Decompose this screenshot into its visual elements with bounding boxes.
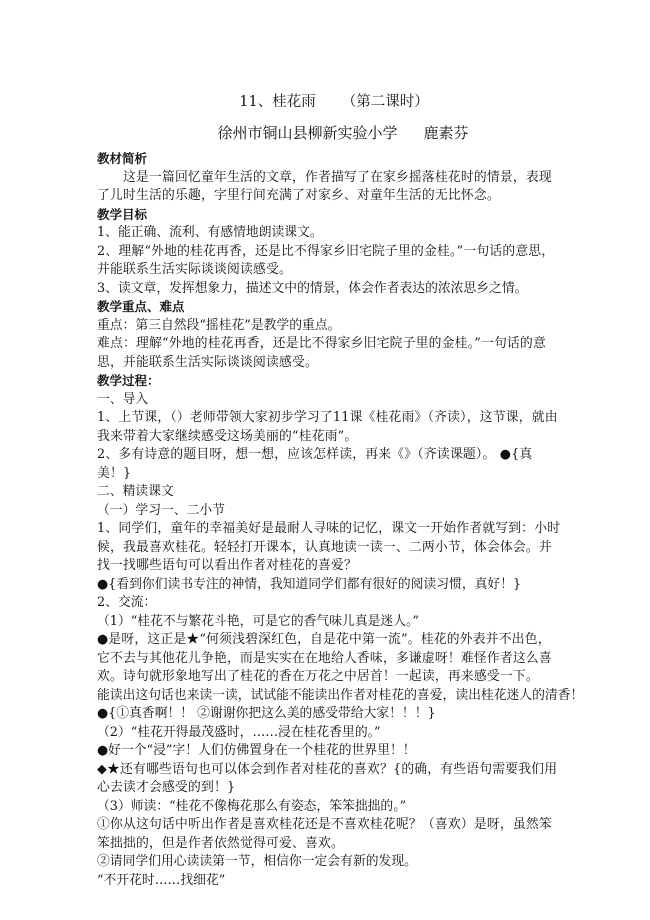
text-line: 3、读文章，发挥想象力，描述文中的情景，体会作者表达的浓浓思乡之情。 bbox=[97, 280, 528, 296]
text-line: 能读出这句话也来读一读，试试能不能读出作者对桂花的喜爱，读出桂花迷人的清香！ bbox=[97, 687, 584, 703]
text-line: （3）师读：“桂花不像梅花那么有姿态，笨笨拙拙的。” bbox=[97, 798, 407, 814]
author-name: 鹿素芬 bbox=[423, 124, 469, 142]
text-line: “不开花时……找细花” bbox=[97, 872, 226, 888]
text-line: 2、理解“外地的桂花再香，还是比不得家乡旧宅院子里的金桂。”一句话的意思，并能联系生活实际谈谈阅读感受。 bbox=[97, 243, 555, 277]
author-line bbox=[0, 122, 650, 143]
text-line: 1、同学们，童年的幸福美好是最耐人寻味的记忆，课文一开始作者就写到：小时候，我最喜欢桂花。轻轻打开课本，认真地读一读一、二两小节，体会体会。并找一找哪些语句可以看出作者对桂花的喜爱？ bbox=[97, 521, 561, 573]
text-line: （1）“桂花不与繁花斗艳，可是它的香气味儿真是迷人。” bbox=[97, 613, 419, 629]
text-line: ●是呀，这正是★“何须浅碧深红色，自是花中第一流”。桂花的外表并不出色，它不去与其他花儿争艳，而是实实在在地给人香味，多谦虚呀！难怪作者这么喜欢。诗句就形象地写出了桂花的香在万花之中居首！一起读，再来感受一下。 bbox=[97, 632, 552, 684]
text-line: 1、上节课，（）老师带领大家初步学习了11课《桂花雨》（齐读），这节课，就由我来带着大家继续感受这场美丽的“桂花雨”。 bbox=[97, 410, 558, 444]
text-line: 难点：理解“外地的桂花再香，还是比不得家乡旧宅院子里的金桂。”一句话的意思，并能联系生活实际谈谈阅读感受。 bbox=[97, 336, 546, 370]
lesson-name: 11、桂花雨 bbox=[239, 94, 316, 110]
text-line: ①你从这句话中听出作者是喜欢桂花还是不喜欢桂花呢？（喜欢）是呀，虽然笨笨拙拙的，但是作者依然觉得可爱、喜欢。 bbox=[97, 817, 552, 851]
text-line: 2、多有诗意的题目呀，想一想，应该怎样读，再来《》（齐读课题）。 ●{真美！} bbox=[97, 447, 533, 481]
lesson-title bbox=[0, 90, 650, 111]
text-line: 二、精读课文 bbox=[97, 484, 174, 499]
text-line: 1、能正确、流利、有感情地朗读课文。 bbox=[97, 225, 323, 240]
text-line: 这是一篇回忆童年生活的文章，作者描写了在家乡摇落桂花时的情景，表现了儿时生活的乐趣，字里行间充满了对家乡、对童年生活的无比怀念。 bbox=[97, 169, 552, 203]
section-heading: 教学重点、难点 bbox=[97, 299, 185, 314]
section-heading: 教学过程： bbox=[97, 373, 160, 388]
lesson-period: （第二课时） bbox=[341, 94, 429, 110]
text-line: ●{①真香啊！！ ②谢谢你把这么美的感受带给大家！！！} bbox=[97, 706, 436, 721]
school-name: 徐州市铜山县柳新实验小学 bbox=[217, 124, 398, 142]
text-line: ◆★还有哪些语句也可以体会到作者对桂花的喜欢？{的确，有些语句需要我们用心去读才会感受的到！} bbox=[97, 761, 558, 795]
text-line: 一、导入 bbox=[97, 391, 149, 407]
text-line: （一）学习一、二小节 bbox=[97, 502, 225, 518]
section-heading: 教学目标 bbox=[97, 206, 148, 222]
text-line: 2、交流： bbox=[97, 595, 157, 610]
text-line: （2）“桂花开得最茂盛时，……浸在桂花香里的。” bbox=[97, 724, 381, 740]
text-line: ●好一个“浸”字！人们仿佛置身在一个桂花的世界里！！ bbox=[97, 743, 416, 758]
text-line: 重点：第三自然段“摇桂花”是教学的重点。 bbox=[97, 317, 341, 333]
text-line: ②请同学们用心读读第一节，相信你一定会有新的发现。 bbox=[97, 854, 417, 869]
text-line: ●{看到你们读书专注的神情，我知道同学们都有很好的阅读习惯，真好！} bbox=[97, 576, 522, 592]
section-heading: 教材简析 bbox=[97, 151, 148, 166]
lesson-body bbox=[97, 150, 584, 890]
